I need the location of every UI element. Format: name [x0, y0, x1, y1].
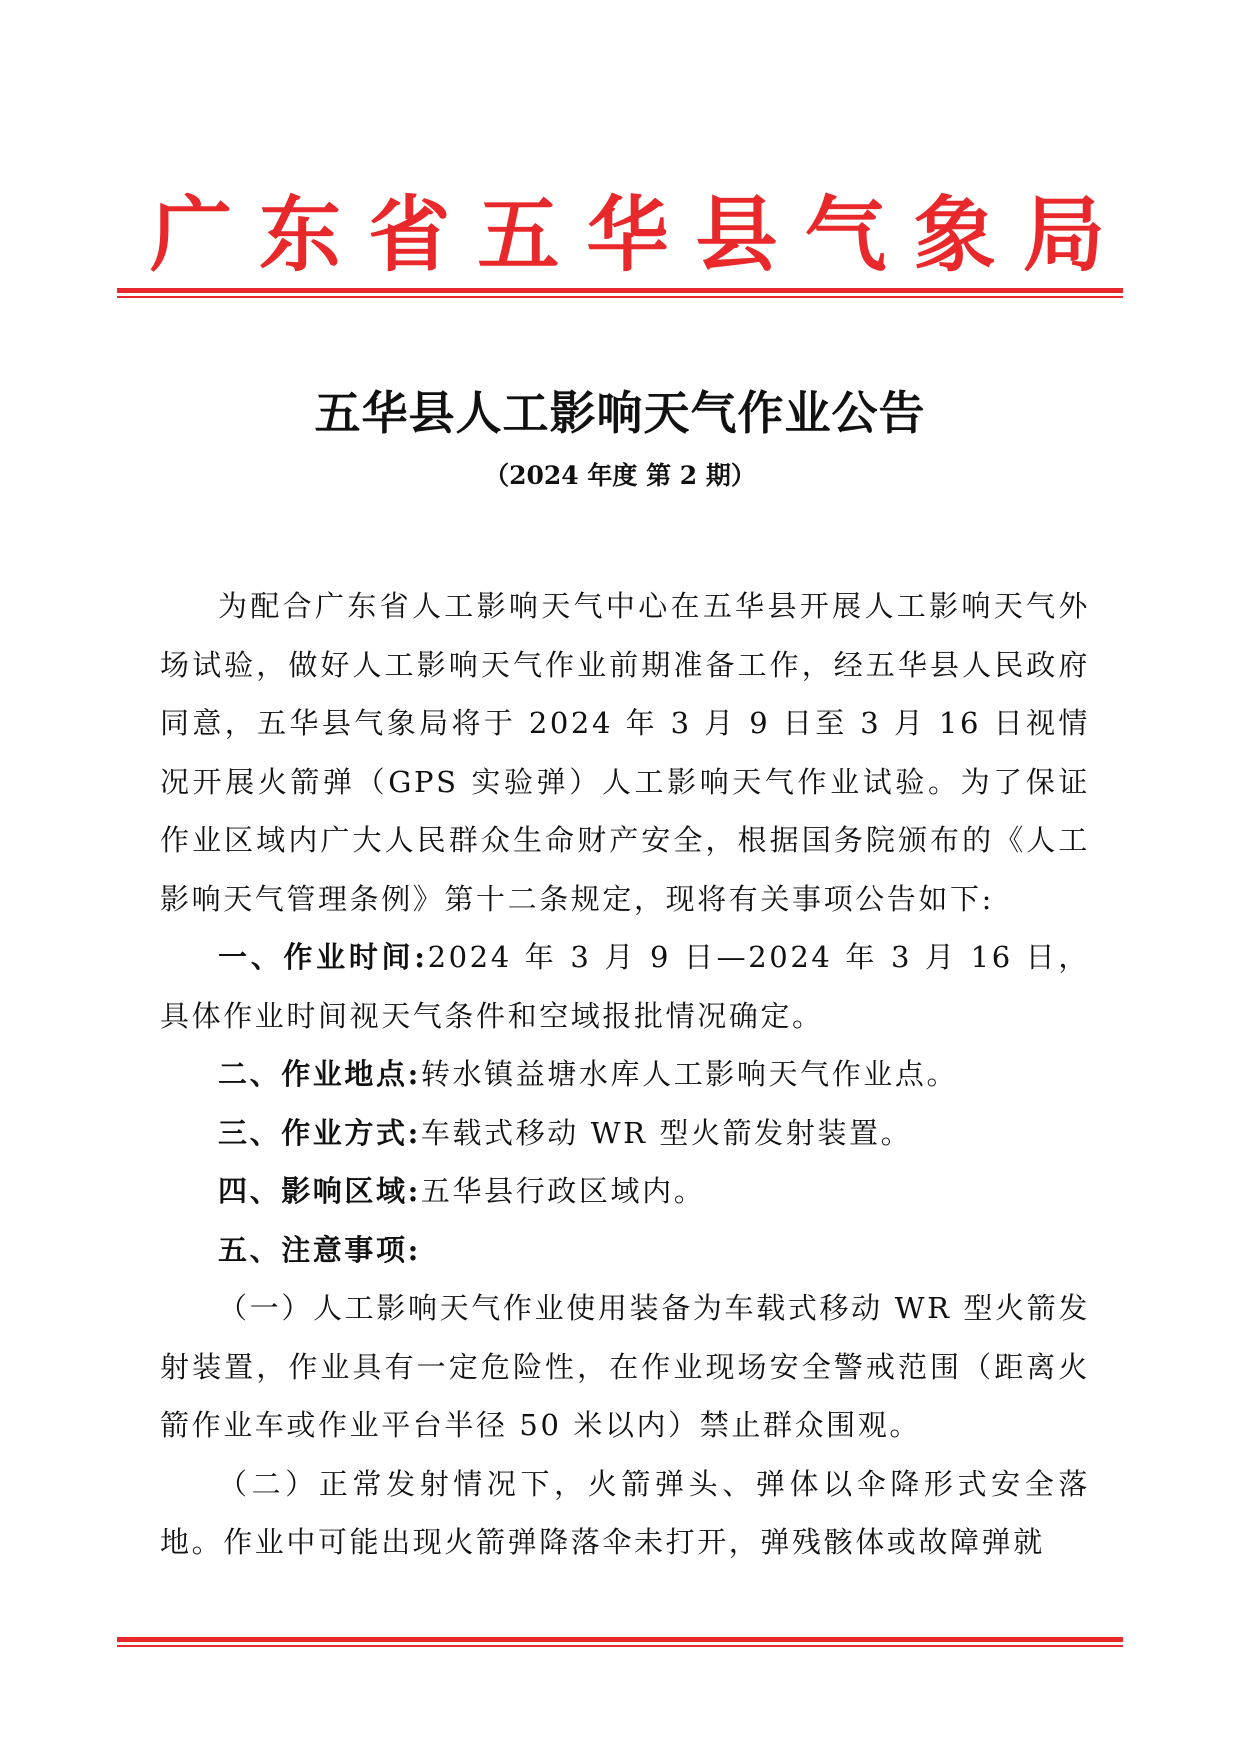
item-label: 三、作业方式: — [218, 1115, 421, 1150]
item-paragraph — [160, 1162, 1090, 1221]
item-label: 五、注意事项: — [218, 1232, 421, 1267]
masthead-char: 东 — [259, 187, 342, 283]
masthead-char: 省 — [368, 187, 451, 283]
item-paragraph — [160, 1221, 1090, 1280]
document-title: 五华县人工影响天气作业公告 — [314, 386, 926, 440]
masthead-char: 局 — [1022, 187, 1105, 283]
divider-thin-line — [117, 296, 1123, 298]
item-label: 二、作业地点: — [218, 1057, 421, 1091]
item-label: 四、影响区域: — [218, 1174, 421, 1208]
item-text: 2024 年 3 月 9 日—2024 年 3 月 16 日，具体作业时间视天气条件和空域报批情况确定。 — [160, 940, 1090, 1033]
item-text: 五华县行政区域内。 — [420, 1174, 706, 1208]
masthead-char: 县 — [695, 187, 778, 283]
item-paragraph — [160, 1045, 1090, 1104]
document-body — [160, 577, 1090, 1572]
item-paragraph — [160, 1104, 1090, 1163]
document-issue-number: （2024 年度 第 2 期） — [484, 461, 756, 490]
masthead-char: 华 — [586, 187, 669, 283]
item-label: 一、作业时间: — [218, 940, 428, 974]
item-text: 车载式移动 WR 型火箭发射装置。 — [420, 1115, 913, 1150]
divider-thin-line — [117, 1645, 1123, 1647]
item-paragraph — [160, 928, 1090, 1045]
masthead — [150, 180, 1105, 290]
masthead-char: 气 — [804, 187, 887, 283]
note-paragraph: （一）人工影响天气作业使用装备为车载式移动 WR 型火箭发射装置，作业具有一定危险性，在作业现场安全警戒范围（距离火箭作业车或作业平台半径 50 米以内）禁止群众围观。 — [160, 1291, 1090, 1442]
divider-thick-line — [117, 288, 1123, 293]
masthead-divider — [117, 288, 1123, 298]
masthead-char: 象 — [913, 187, 996, 283]
masthead-char: 广 — [150, 187, 233, 283]
divider-thick-line — [117, 1637, 1123, 1642]
item-text: 转水镇益塘水库人工影响天气作业点。 — [420, 1057, 959, 1091]
footer-divider — [117, 1637, 1123, 1647]
note-paragraph: （二）正常发射情况下，火箭弹头、弹体以伞降形式安全落地。作业中可能出现火箭弹降落伞未打开，弹残骸体或故障弹就 — [160, 1466, 1090, 1559]
masthead-char: 五 — [477, 187, 560, 283]
intro-paragraph: 为配合广东省人工影响天气中心在五华县开展人工影响天气外场试验，做好人工影响天气作业前期准备工作，经五华县人民政府同意，五华县气象局将于 2024 年 3 月 9 日至 3 月 16 日视情况开展火箭弹（GPS 实验弹）人工影响天气作业试验。为了保证作业区域内广大人民群众生命财产安全，根据国务院颁布的《人工影响天气管理条例》第十二条规定，现将有关事项公告如下: — [160, 589, 1090, 916]
